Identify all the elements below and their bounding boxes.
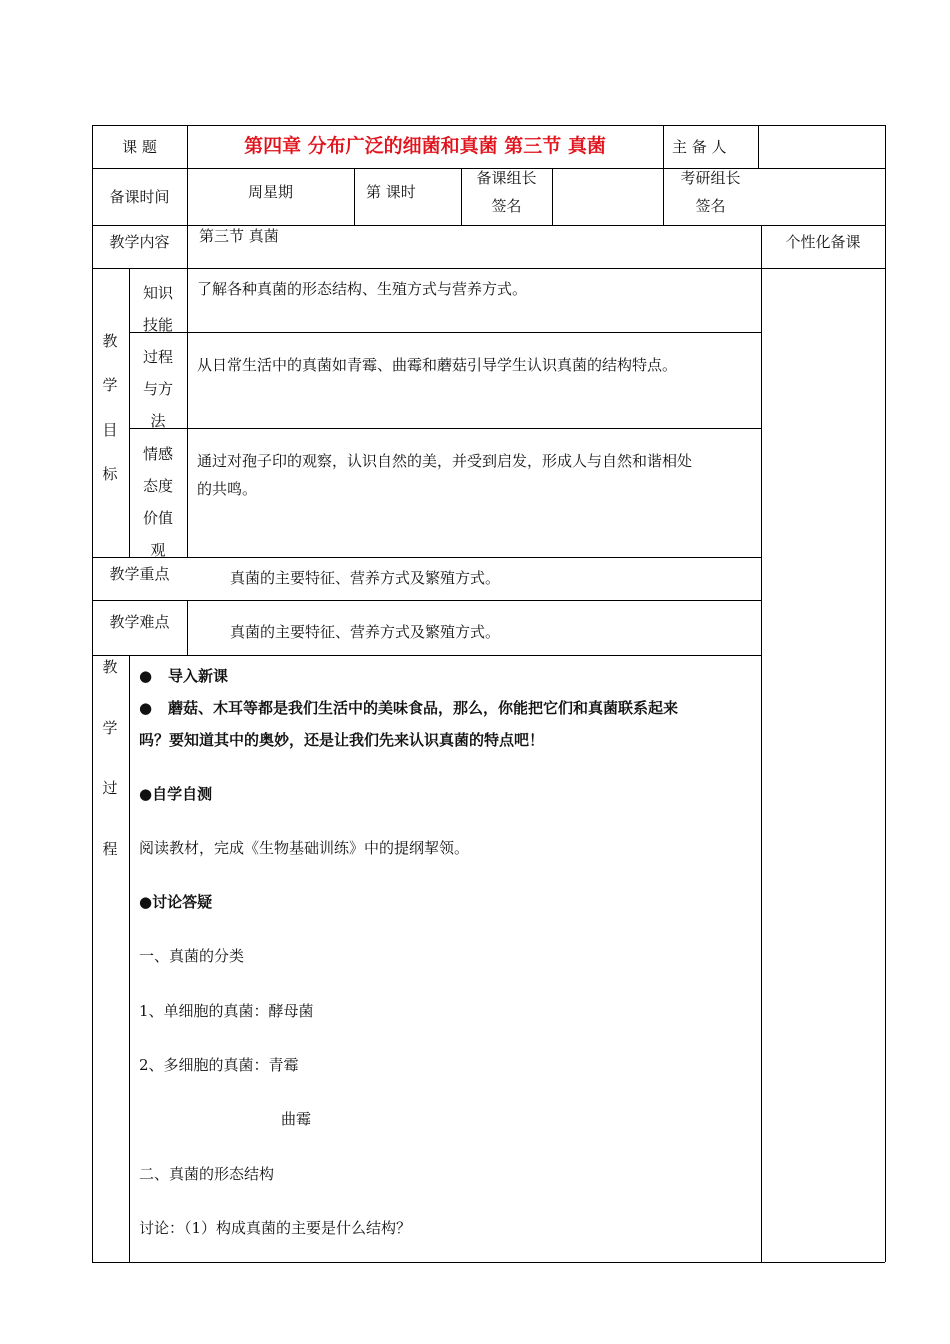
table-divider (129, 428, 761, 429)
table-border-top (92, 125, 885, 126)
table-divider (552, 168, 553, 225)
process-item: 2、多细胞的真菌：青霉 (139, 1056, 299, 1074)
subject-label: 课 题 (122, 138, 157, 156)
preparer-label: 主 备 人 (672, 138, 727, 156)
process-label-2: 学 (102, 719, 118, 737)
intro-text-1: 蘑菇、木耳等都是我们生活中的美味食品，那么，你能把它们和真菌联系起来 (168, 699, 679, 717)
table-border-bottom (92, 1262, 885, 1263)
table-divider (92, 600, 761, 601)
process-label-3: 过 (102, 779, 118, 797)
prep-time-label: 备课时间 (109, 188, 170, 206)
process-item: 曲霉 (281, 1110, 312, 1128)
self-test-text: 阅读教材，完成《生物基础训练》中的提纲挈领。 (139, 839, 470, 857)
bullet-icon: ● (139, 699, 153, 717)
self-test-heading: ●自学自测 (139, 785, 213, 803)
research-leader-label-1: 考研组长 (680, 169, 741, 187)
process-item: 二、真菌的形态结构 (139, 1165, 275, 1183)
table-divider (761, 225, 762, 1262)
content-value: 第三节 真菌 (199, 227, 279, 245)
difficulty-text: 真菌的主要特征、营养方式及繁殖方式。 (230, 623, 501, 641)
process-label-1: 教 (102, 658, 118, 676)
goal-process-label-1: 过程 (142, 348, 173, 366)
table-divider (92, 557, 761, 558)
bullet-icon: ● (139, 667, 153, 685)
table-border-left (92, 125, 93, 1262)
personal-prep-label: 个性化备课 (785, 233, 861, 251)
process-item: 1、单细胞的真菌：酵母菌 (139, 1002, 314, 1020)
goal-emotion-label-1: 情感 (142, 445, 173, 463)
table-divider (92, 655, 761, 656)
process-item: 讨论：（1）构成真菌的主要是什么结构？ (139, 1219, 412, 1237)
goal-emotion-label-4: 观 (150, 541, 166, 559)
table-divider (187, 268, 188, 557)
process-label-4: 程 (102, 840, 118, 858)
goals-label-4: 标 (102, 465, 118, 483)
goal-process-text: 从日常生活中的真菌如青霉、曲霉和蘑菇引导学生认识真菌的结构特点。 (197, 356, 678, 374)
goal-knowledge-text: 了解各种真菌的形态结构、生殖方式与营养方式。 (197, 280, 528, 298)
goal-emotion-text-2: 的共鸣。 (197, 480, 258, 498)
page-title: 第四章 分布广泛的细菌和真菌 第三节 真菌 (244, 135, 606, 157)
intro-text-2: 吗？要知道其中的奥妙，还是让我们先来认识真菌的特点吧！ (139, 731, 545, 749)
goal-process-label-2: 与方 (142, 380, 173, 398)
goal-emotion-text-1: 通过对孢子印的观察，认识自然的美，并受到启发，形成人与自然和谐相处 (197, 452, 693, 470)
difficulty-label: 教学难点 (109, 613, 170, 631)
goal-emotion-label-2: 态度 (142, 477, 173, 495)
period-label: 第 课时 (366, 183, 416, 201)
week-label: 周星期 (247, 183, 293, 201)
goals-label-1: 教 (102, 332, 118, 350)
discussion-heading: ●讨论答疑 (139, 893, 213, 911)
goal-knowledge-label-1: 知识 (142, 284, 173, 302)
table-divider (758, 125, 759, 168)
table-divider (129, 655, 130, 1262)
goal-process-label-3: 法 (150, 412, 166, 430)
group-leader-label-2: 签名 (491, 197, 522, 215)
table-border-right (885, 125, 886, 1262)
research-leader-label-2: 签名 (695, 197, 726, 215)
goals-label-2: 学 (102, 376, 118, 394)
goal-knowledge-label-2: 技能 (142, 316, 173, 334)
group-leader-label-1: 备课组长 (476, 169, 537, 187)
table-divider (92, 268, 885, 269)
table-divider (354, 168, 355, 225)
intro-heading: 导入新课 (168, 667, 229, 685)
content-label: 教学内容 (109, 233, 170, 251)
table-divider (129, 332, 761, 333)
process-item: 一、真菌的分类 (139, 947, 245, 965)
table-divider (187, 600, 188, 655)
goals-label-3: 目 (102, 421, 118, 439)
focus-label: 教学重点 (109, 565, 170, 583)
focus-text: 真菌的主要特征、营养方式及繁殖方式。 (230, 569, 501, 587)
goal-emotion-label-3: 价值 (142, 509, 173, 527)
